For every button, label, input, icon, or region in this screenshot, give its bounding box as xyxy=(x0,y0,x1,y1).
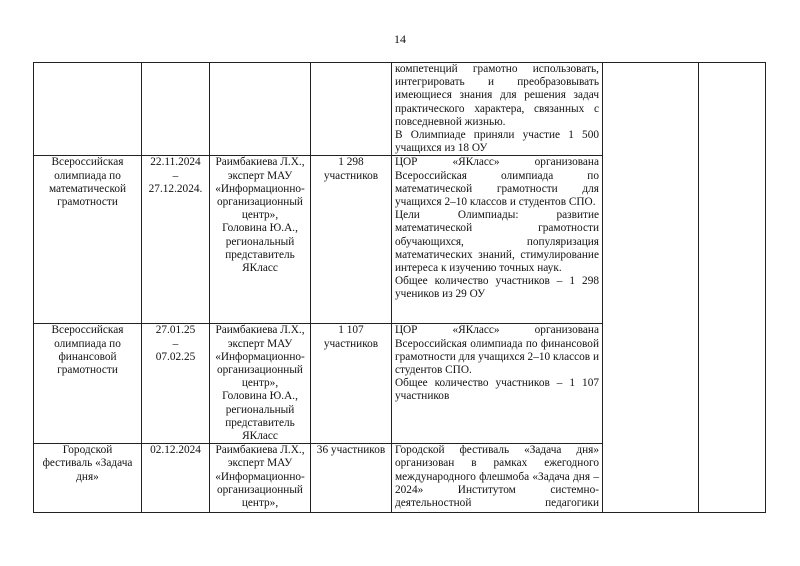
description-paragraph: Общее количество участников – 1 298 учеников из 29 ОУ xyxy=(395,275,599,301)
participants-label: участников xyxy=(323,169,379,182)
description-paragraph: Общее количество участников – 1 107 участников xyxy=(395,377,599,403)
organizer-line: региональный xyxy=(225,403,295,416)
dates-cell xyxy=(142,324,210,444)
date-dash: – xyxy=(172,337,179,350)
organizers-cell xyxy=(210,324,311,444)
organizer-line: представитель xyxy=(225,248,295,261)
table-row xyxy=(34,63,766,156)
description-paragraph: ЦОР «ЯКласс» организована Всероссийская олимпиада по финансовой грамотности для учащихся 2–10 классов и студентов СПО. xyxy=(395,324,599,377)
participants-cell xyxy=(311,63,392,156)
organizer-line: ЯКласс xyxy=(242,262,278,275)
date-end: 07.02.25 xyxy=(155,350,196,363)
description-cell xyxy=(392,156,603,324)
events-table xyxy=(33,62,766,513)
participants-count: 1 298 xyxy=(338,156,364,169)
organizer-line: Головина Ю.А., xyxy=(222,390,298,403)
description-cell xyxy=(392,444,603,513)
description-cell xyxy=(392,324,603,444)
event-cell: Городской фестиваль «Задача дня» xyxy=(34,444,142,513)
description-paragraph: В Олимпиаде приняли участие 1 500 учащихся из 18 ОУ xyxy=(395,129,599,155)
event-cell: Всероссийская олимпиада по математической грамотности xyxy=(34,156,142,324)
organizer-line: Раимбакиева Л.Х., xyxy=(215,156,305,169)
organizer-line: Головина Ю.А., xyxy=(222,222,298,235)
organizers-cell xyxy=(210,444,311,513)
date-end: 27.12.2024. xyxy=(148,182,203,195)
participants-cell xyxy=(311,444,392,513)
organizer-line: эксперт МАУ xyxy=(227,337,293,350)
organizer-line: организационный xyxy=(217,364,303,377)
organizer-line: «Информационно- xyxy=(215,182,305,195)
organizer-line: организационный xyxy=(217,483,303,496)
event-cell xyxy=(34,63,142,156)
organizer-line: Раимбакиева Л.Х., xyxy=(215,324,305,337)
organizer-line: представитель xyxy=(225,416,295,429)
participants-label: участников xyxy=(323,337,379,350)
date-start: 27.01.25 xyxy=(155,324,196,337)
organizer-line: эксперт МАУ xyxy=(227,457,293,470)
description-paragraph: Городской фестиваль «Задача дня» организован в рамках ежегодного международного флешмоба «Задача дня – 2024» Институтом системно-деятельностной педагогики xyxy=(395,444,599,510)
organizer-line: организационный xyxy=(217,196,303,209)
participants-count: 1 107 xyxy=(338,324,364,337)
description-paragraph: ЦОР «ЯКласс» организована Всероссийская олимпиада по математической грамотности для учащихся 2–10 классов и студентов СПО. xyxy=(395,156,599,209)
date-dash: – xyxy=(172,169,179,182)
page-number: 14 xyxy=(394,32,406,46)
organizers-cell xyxy=(210,63,311,156)
date-start: 22.11.2024 xyxy=(150,156,201,169)
organizer-line: эксперт МАУ xyxy=(227,169,293,182)
dates-cell xyxy=(142,444,210,513)
organizer-line: «Информационно- xyxy=(215,350,305,363)
dates-cell xyxy=(142,156,210,324)
event-cell: Всероссийская олимпиада по финансовой грамотности xyxy=(34,324,142,444)
organizer-line: Раимбакиева Л.Х., xyxy=(215,444,305,457)
description-paragraph: компетенций грамотно использовать, интегрировать и преобразовывать имеющиеся знания для решения задач практического характера, связанных с повседневной жизнью. xyxy=(395,63,599,128)
date-start: 02.12.2024 xyxy=(150,444,201,457)
empty-cell xyxy=(699,63,766,513)
participants-cell xyxy=(311,324,392,444)
organizer-line: «Информационно- xyxy=(215,470,305,483)
empty-cell xyxy=(603,63,699,513)
organizers-cell xyxy=(210,156,311,324)
organizer-line: региональный xyxy=(225,235,295,248)
participants-count: 36 участников xyxy=(316,444,386,457)
organizer-line: ЯКласс xyxy=(242,430,278,443)
organizer-line: центр», xyxy=(241,377,279,390)
description-paragraph: Цели Олимпиады: развитие математической грамотности обучающихся, популяризация математических знаний, стимулирование интереса к изучению точных наук. xyxy=(395,209,599,275)
dates-cell xyxy=(142,63,210,156)
organizer-line: центр», xyxy=(241,209,279,222)
organizer-line: центр», xyxy=(241,497,279,510)
description-cell xyxy=(392,63,603,156)
participants-cell xyxy=(311,156,392,324)
